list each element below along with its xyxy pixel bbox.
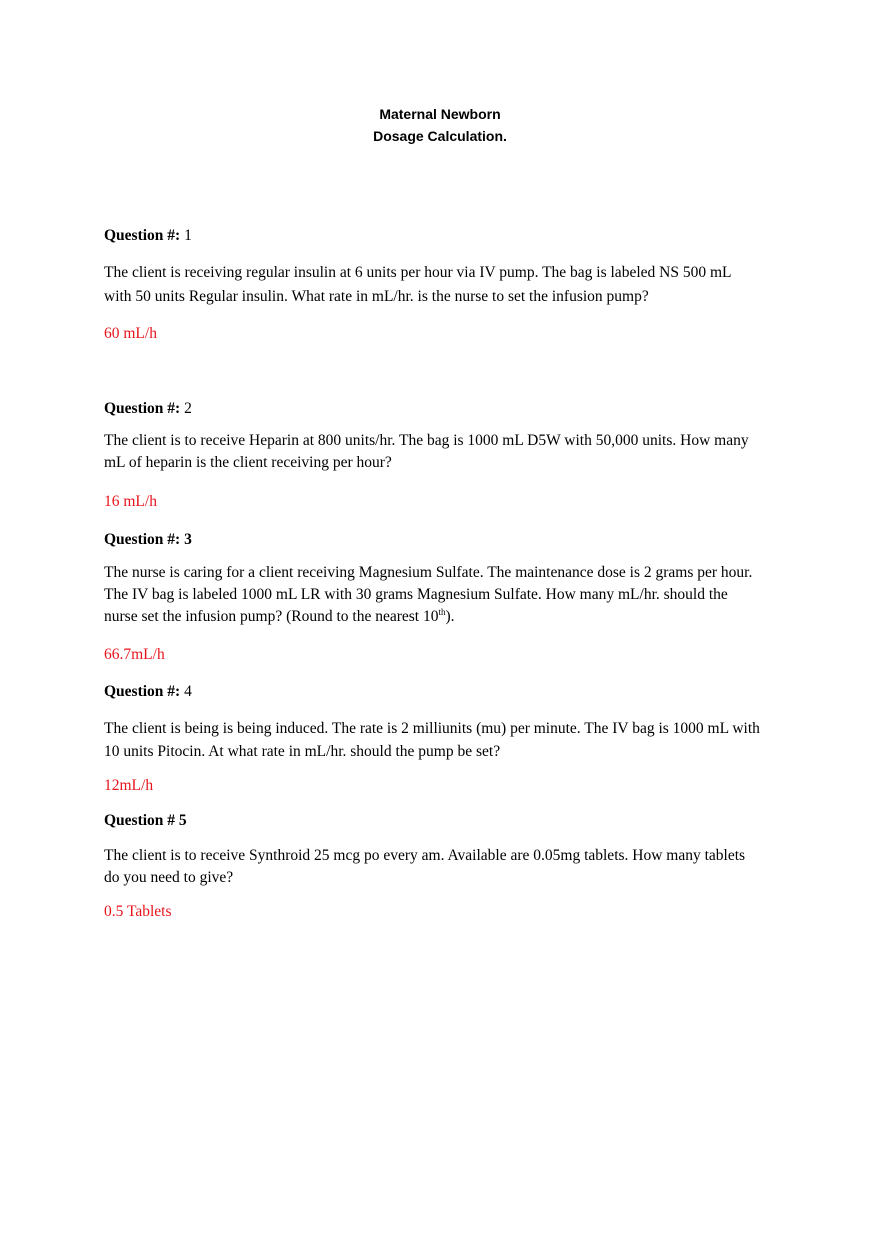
question-text-segment: ). <box>445 608 455 625</box>
question-text-segment: nurse set the infusion pump? (Round to the nearest 10 <box>104 608 439 625</box>
question-text-line: The IV bag is labeled 1000 mL LR with 30 grams Magnesium Sulfate. How many mL/hr. should the <box>104 586 728 603</box>
document-subtitle: Dosage Calculation. <box>373 128 507 144</box>
question-label: Question #: <box>104 400 181 417</box>
question-1-answer: 60 mL/h <box>104 325 157 342</box>
question-4-text <box>104 718 784 763</box>
question-label: Question #: 3 <box>104 531 192 548</box>
question-text-line: The client is to receive Synthroid 25 mcg po every am. Available are 0.05mg tablets. How many tablets <box>104 847 746 864</box>
question-5-answer: 0.5 Tablets <box>104 903 172 920</box>
question-label: Question #: <box>104 683 181 700</box>
question-2-heading <box>104 398 784 420</box>
question-number: 1 <box>184 227 192 244</box>
question-text-line: The client is to receive Heparin at 800 units/hr. The bag is 1000 mL D5W with 50,000 units. How many <box>104 432 749 449</box>
question-text-line: mL of heparin is the client receiving per hour? <box>104 454 392 471</box>
question-5-text <box>104 845 784 889</box>
question-text-line: The nurse is caring for a client receiving Magnesium Sulfate. The maintenance dose is 2 grams per hour. <box>104 564 753 581</box>
question-text-line <box>104 606 784 628</box>
question-number: 2 <box>184 400 192 417</box>
question-4-heading <box>104 681 784 703</box>
ordinal-superscript: th <box>438 606 446 617</box>
question-5-heading <box>104 810 784 832</box>
question-3-heading <box>104 529 784 551</box>
question-4-answer: 12mL/h <box>104 777 154 794</box>
question-3-answer: 66.7mL/h <box>104 646 165 663</box>
question-text-line: The client is being is being induced. The rate is 2 milliunits (mu) per minute. The IV bag is 1000 mL with <box>104 720 760 737</box>
question-text-line: The client is receiving regular insulin at 6 units per hour via IV pump. The bag is labeled NS 500 mL <box>104 264 732 281</box>
question-number: 4 <box>184 683 192 700</box>
document-title: Maternal Newborn <box>379 106 501 122</box>
question-text-line: do you need to give? <box>104 869 234 886</box>
question-text-line: 10 units Pitocin. At what rate in mL/hr. should the pump be set? <box>104 743 501 760</box>
question-2-text <box>104 430 784 474</box>
question-3-text <box>104 562 784 628</box>
question-1-heading <box>104 225 784 247</box>
question-1-text <box>104 262 784 308</box>
question-label: Question #: <box>104 227 181 244</box>
question-label: Question # 5 <box>104 812 187 829</box>
question-2-answer: 16 mL/h <box>104 493 157 510</box>
question-text-line: with 50 units Regular insulin. What rate in mL/hr. is the nurse to set the infusion pump? <box>104 288 649 305</box>
